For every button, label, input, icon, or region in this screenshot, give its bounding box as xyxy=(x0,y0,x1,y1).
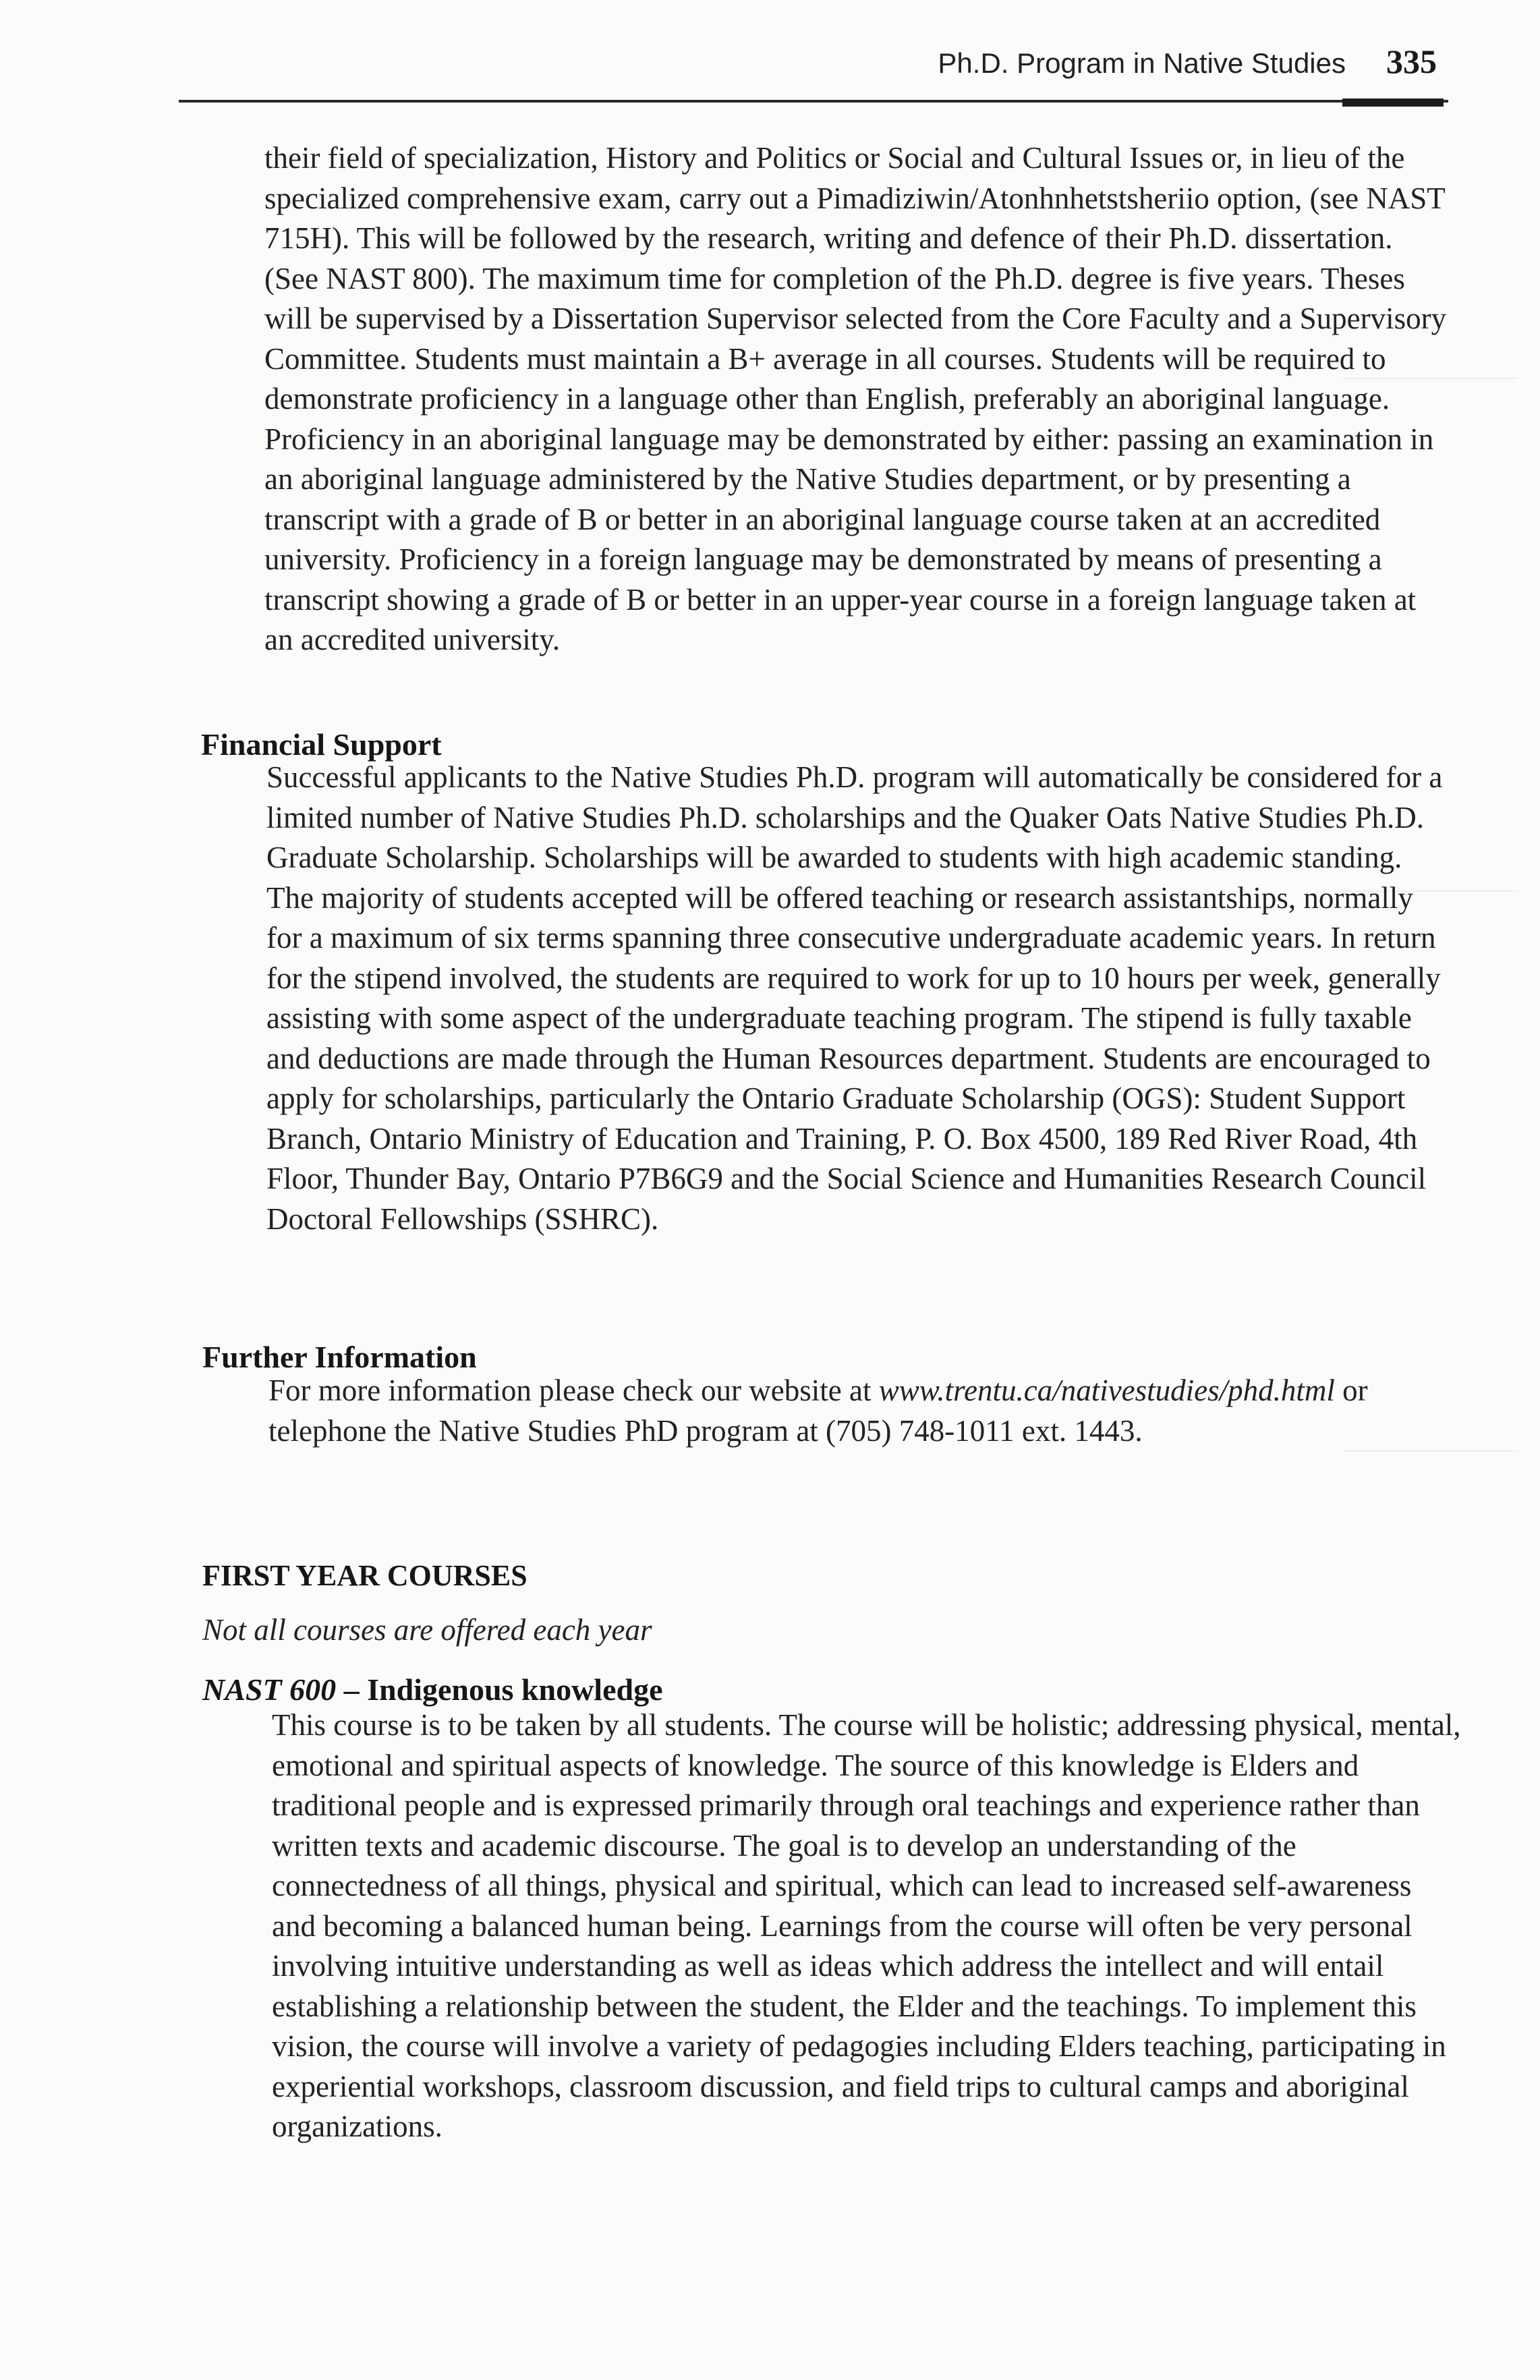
website-link[interactable]: www.trentu.ca/nativestudies/phd.html xyxy=(878,1373,1335,1407)
intro-paragraph: their field of specialization, History and Politics or Social and Cultural Issues or, in lieu of the specialized comprehensive exam, carry out a Pimadiziwin/Atonhnhetstsheriio option, (see NAST 715H). This will be followed by the research, writing and defence of their Ph.D. dissertation. (See NAST 800). The maximum time for completion of the Ph.D. degree is five years. Theses will be supervised by a Dissertation Supervisor selected from the Core Faculty and a Supervisory Committee. Students must maintain a B+ average in all courses. Students will be required to demonstrate proficiency in a language other than English, preferably an aboriginal language. Proficiency in an aboriginal language may be demonstrated by either: passing an examination in an aboriginal language administered by the Native Studies department, or by presenting a transcript with a grade of B or better in an aboriginal language course taken at an accredited university. Proficiency in a foreign language may be demonstrated by means of presenting a transcript showing a grade of B or better in an upper-year course in a foreign language taken at an accredited university. xyxy=(264,141,1447,656)
courses-availability-note: Not all courses are offered each year xyxy=(202,1613,652,1647)
course-name: Indigenous knowledge xyxy=(367,1672,663,1707)
course-title-nast-600 xyxy=(202,1672,663,1707)
running-title: Ph.D. Program in Native Studies xyxy=(938,47,1346,79)
running-head xyxy=(870,42,1437,96)
course-description: This course is to be taken by all students. The course will be holistic; addressing physical, mental, emotional and spiritual aspects of knowledge. The source of this knowledge is Elders and traditional people and is expressed primarily through oral teachings and experience rather than written texts and academic discourse. The goal is to develop an understanding of the connectedness of all things, physical and spiritual, which can lead to increased self-awareness and becoming a balanced human being. Learnings from the course will often be very personal involving intuitive understanding as well as ideas which address the intellect and will entail establishing a relationship between the student, the Elder and the teachings. To implement this vision, the course will involve a variety of pedagogies including Elders teaching, participating in experiential workshops, classroom discussion, and field trips to cultural camps and aboriginal organizations. xyxy=(272,1708,1461,2143)
financial-support-paragraph: Successful applicants to the Native Studies Ph.D. program will automatically be considered for a limited number of Native Studies Ph.D. scholarships and the Quaker Oats Native Studies Ph.D. Graduate Scholarship. Scholarships will be awarded to students with high academic standing. The majority of students accepted will be offered teaching or research assistantships, normally for a maximum of six terms spanning three consecutive undergraduate academic years. In return for the stipend involved, the students are required to work for up to 10 hours per week, generally assisting with some aspect of the undergraduate teaching program. The stipend is fully taxable and deductions are made through the Human Resources department. Students are encouraged to apply for scholarships, particularly the Ontario Graduate Scholarship (OGS): Student Support Branch, Ontario Ministry of Education and Training, P. O. Box 4500, 189 Red River Road, 4th Floor, Thunder Bay, Ontario P7B6G9 and the Social Science and Humanities Research Council Doctoral Fellowships (SSHRC). xyxy=(266,760,1443,1236)
header-rule-accent xyxy=(1342,98,1444,107)
header-rule xyxy=(179,100,1448,103)
course-separator: – xyxy=(336,1672,368,1707)
course-code: NAST 600 xyxy=(202,1672,337,1707)
first-year-courses-heading: FIRST YEAR COURSES xyxy=(202,1559,527,1592)
further-info-phone: or telephone the Native Studies PhD program at (705) 748-1011 ext. 1443. xyxy=(268,1373,1368,1448)
financial-support-heading: Financial Support xyxy=(201,727,442,762)
further-information-paragraph xyxy=(268,1371,1456,1451)
further-info-text: For more information please check our website at xyxy=(268,1373,879,1407)
further-information-heading: Further Information xyxy=(202,1340,477,1374)
page-number: 335 xyxy=(1386,42,1437,80)
